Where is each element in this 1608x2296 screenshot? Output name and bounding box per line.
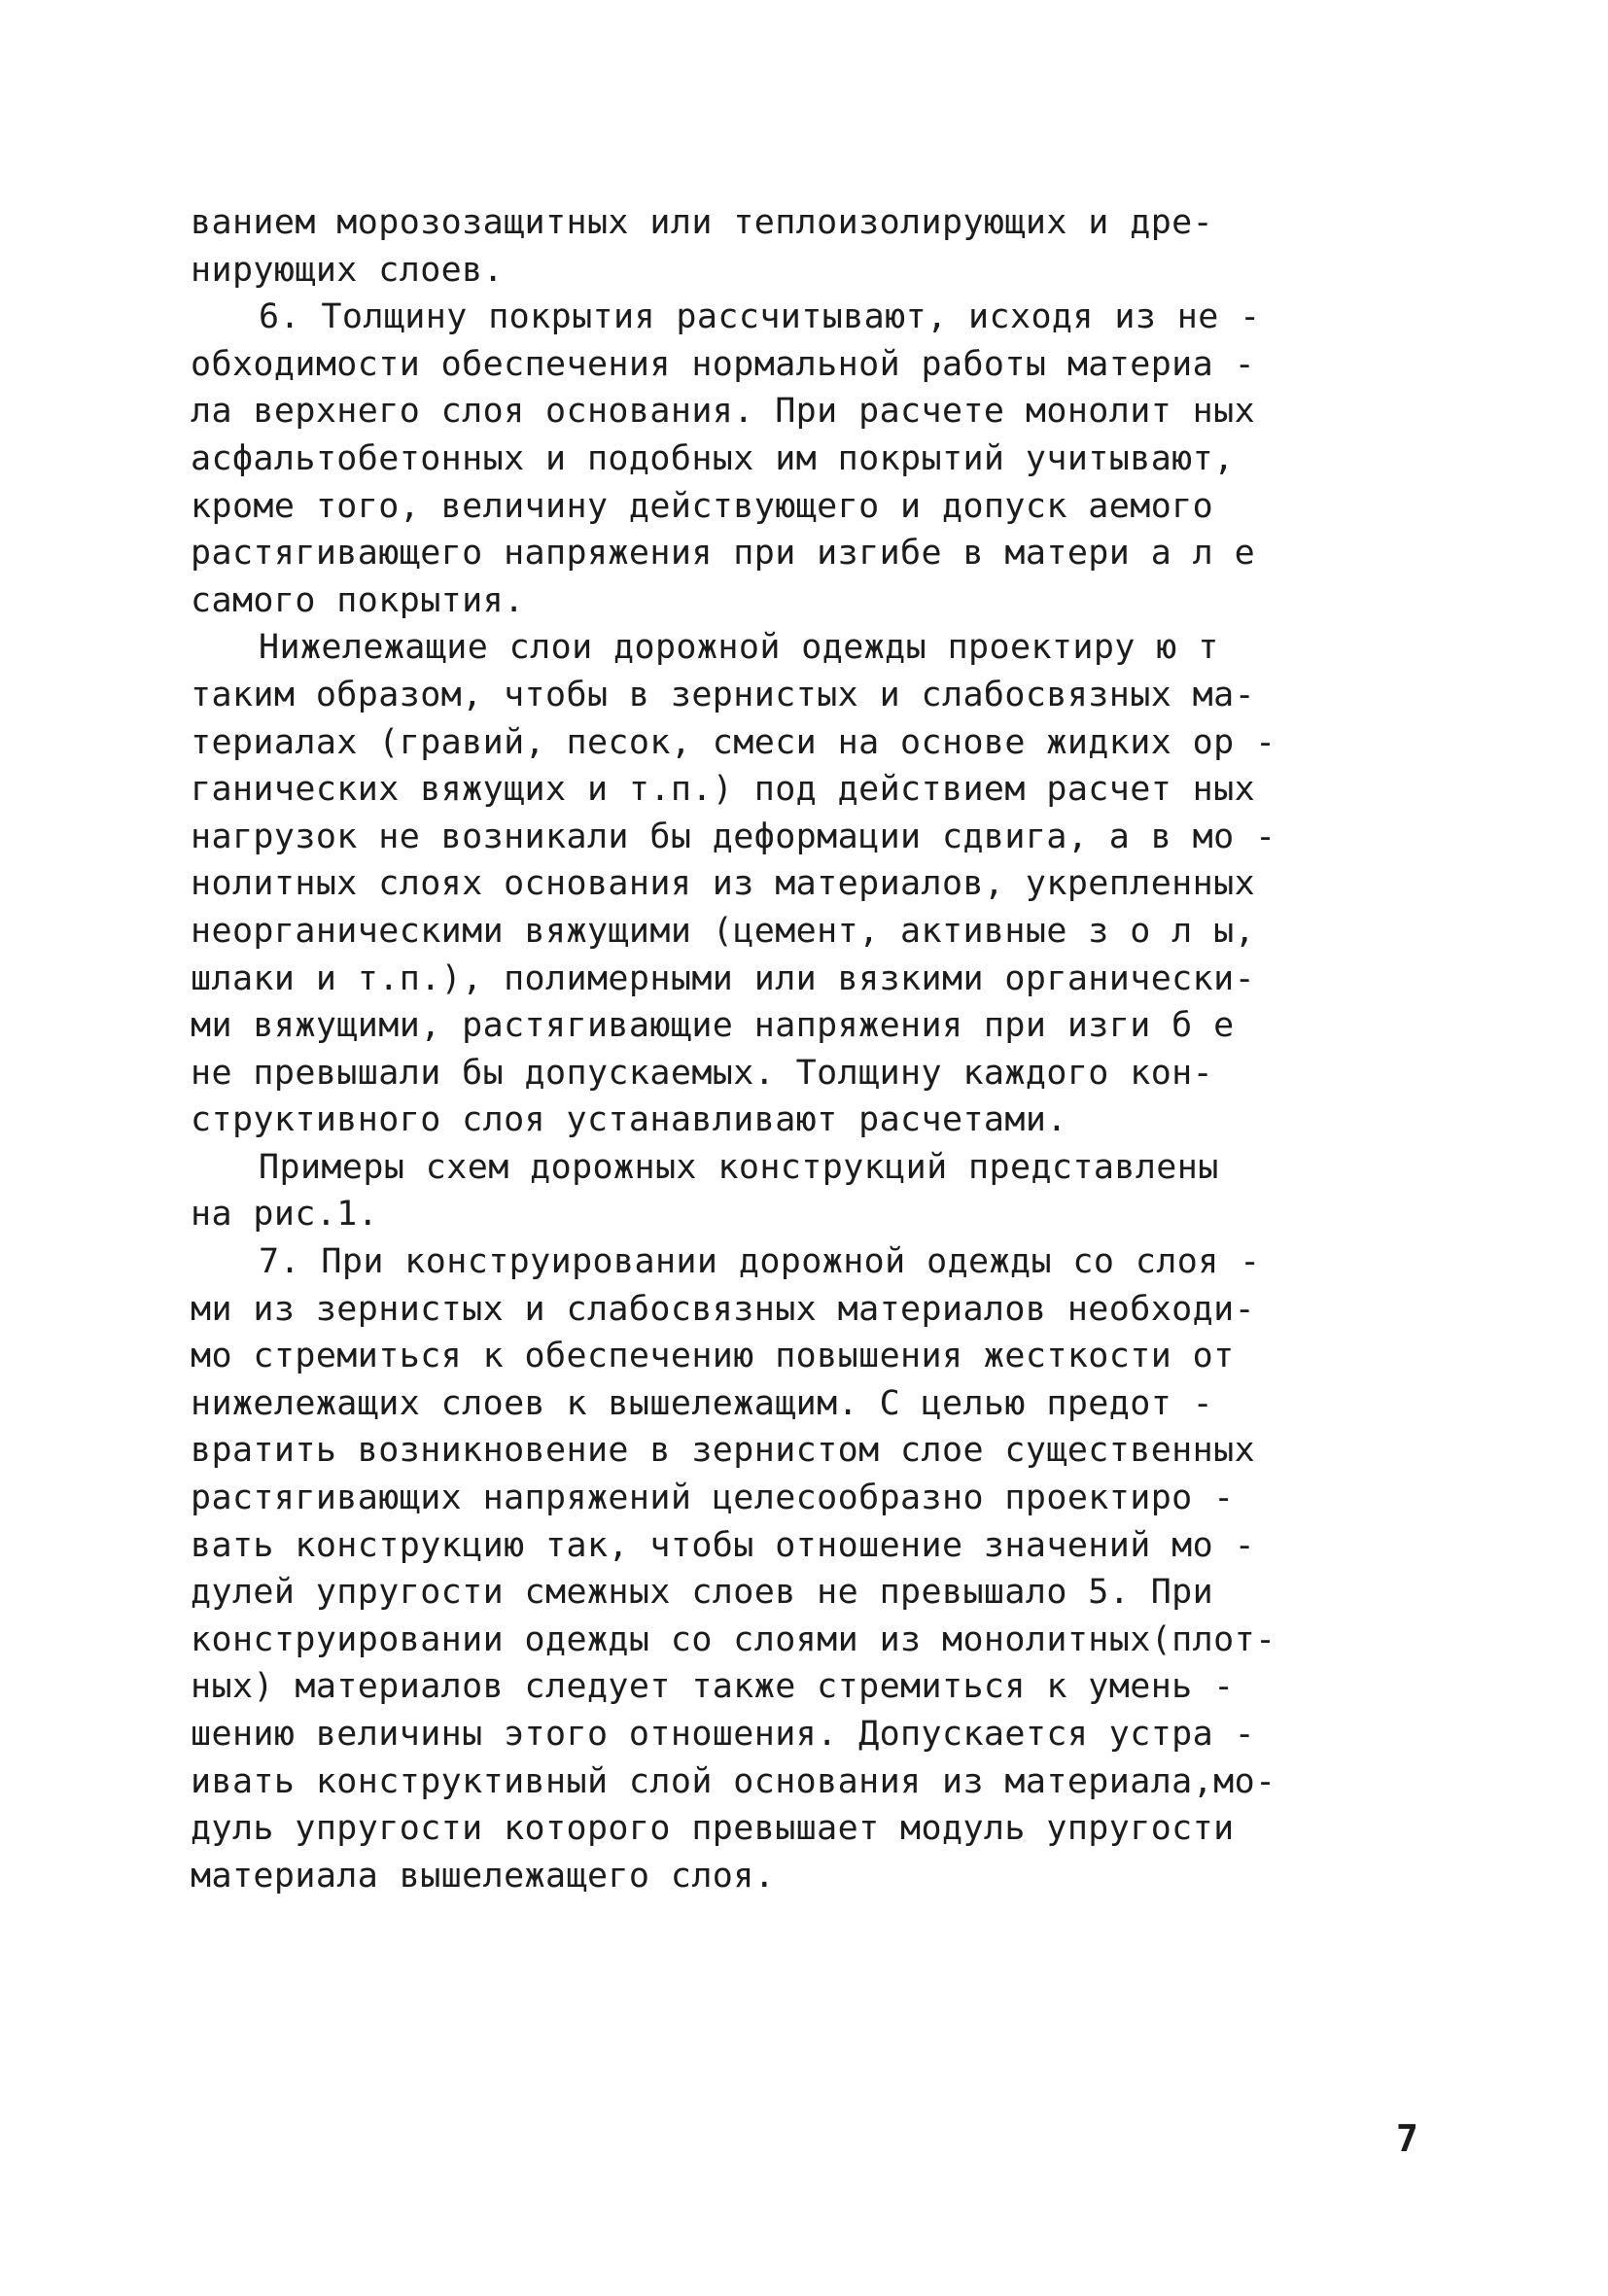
text-line: растягивающих напряжений целесообразно проектиро -	[191, 1478, 1235, 1518]
text-line: конструировании одежды со слоями из монолитных(плот-	[191, 1619, 1276, 1659]
text-line: вратить возникновение в зернистом слое существенных	[191, 1431, 1256, 1471]
text-line: нолитных слоях основания из материалов, укрепленных	[191, 864, 1256, 904]
text-line: асфальтобетонных и подобных им покрытий учитывают,	[191, 438, 1235, 478]
text-line: 7. При конструировании дорожной одежды со слоя -	[259, 1242, 1261, 1282]
text-line: нирующих слоев.	[191, 250, 505, 290]
text-line: дуль упругости которого превышает модуль упругости	[191, 1809, 1235, 1849]
text-line: не превышали бы допускаемых. Толщину каждого кон-	[191, 1053, 1214, 1093]
text-line: нагрузок не возникали бы деформации сдвига, а в мо -	[191, 817, 1276, 856]
text-line: ми вяжущими, растягивающие напряжения при изги б е	[191, 1006, 1235, 1046]
text-line: Примеры схем дорожных конструкций представлены	[259, 1147, 1219, 1187]
text-line: структивного слоя устанавливают расчетами.	[191, 1100, 1067, 1140]
text-line: териалах (гравий, песок, смеси на основе жидких ор -	[191, 722, 1276, 762]
text-line: нижележащих слоев к вышележащим. С целью предот -	[191, 1383, 1214, 1423]
text-line: кроме того, величину действующего и допуск аемого	[191, 486, 1214, 526]
text-line: ганических вяжущих и т.п.) под действием расчет ных	[191, 770, 1256, 810]
body-text	[191, 199, 1437, 1899]
text-line: ных) материалов следует также стремиться к умень -	[191, 1667, 1235, 1707]
text-line: ла верхнего слоя основания. При расчете монолит ных	[191, 392, 1256, 432]
text-line: шлаки и т.п.), полимерными или вязкими органически-	[191, 958, 1256, 998]
text-line: дулей упругости смежных слоев не превышало 5. При	[191, 1573, 1214, 1613]
text-line: на рис.1.	[191, 1195, 379, 1235]
text-line: неорганическими вяжущими (цемент, активные з о л ы,	[191, 911, 1256, 951]
text-line: материала вышележащего слоя.	[191, 1856, 776, 1896]
text-line: ванием морозозащитных или теплоизолирующих и дре-	[191, 203, 1214, 242]
text-line: вать конструкцию так, чтобы отношение значений мо -	[191, 1525, 1256, 1565]
text-line: самого покрытия.	[191, 580, 525, 620]
text-line: таким образом, чтобы в зернистых и слабосвязных ма-	[191, 675, 1256, 714]
text-line: мо стремиться к обеспечению повышения жесткости от	[191, 1337, 1235, 1376]
text-line: растягивающего напряжения при изгибе в матери а л е	[191, 534, 1256, 574]
text-line: шению величины этого отношения. Допускается устра -	[191, 1715, 1256, 1754]
text-line: 6. Толщину покрытия рассчитывают, исходя из не -	[259, 297, 1261, 337]
text-line: ми из зернистых и слабосвязных материалов необходи-	[191, 1289, 1256, 1329]
text-line: ивать конструктивный слой основания из материала,мо-	[191, 1761, 1276, 1801]
page-number: 7	[1396, 2117, 1418, 2160]
text-line: Нижележащие слои дорожной одежды проектиру ю т	[259, 628, 1219, 668]
text-line: обходимости обеспечения нормальной работы материа -	[191, 344, 1256, 384]
